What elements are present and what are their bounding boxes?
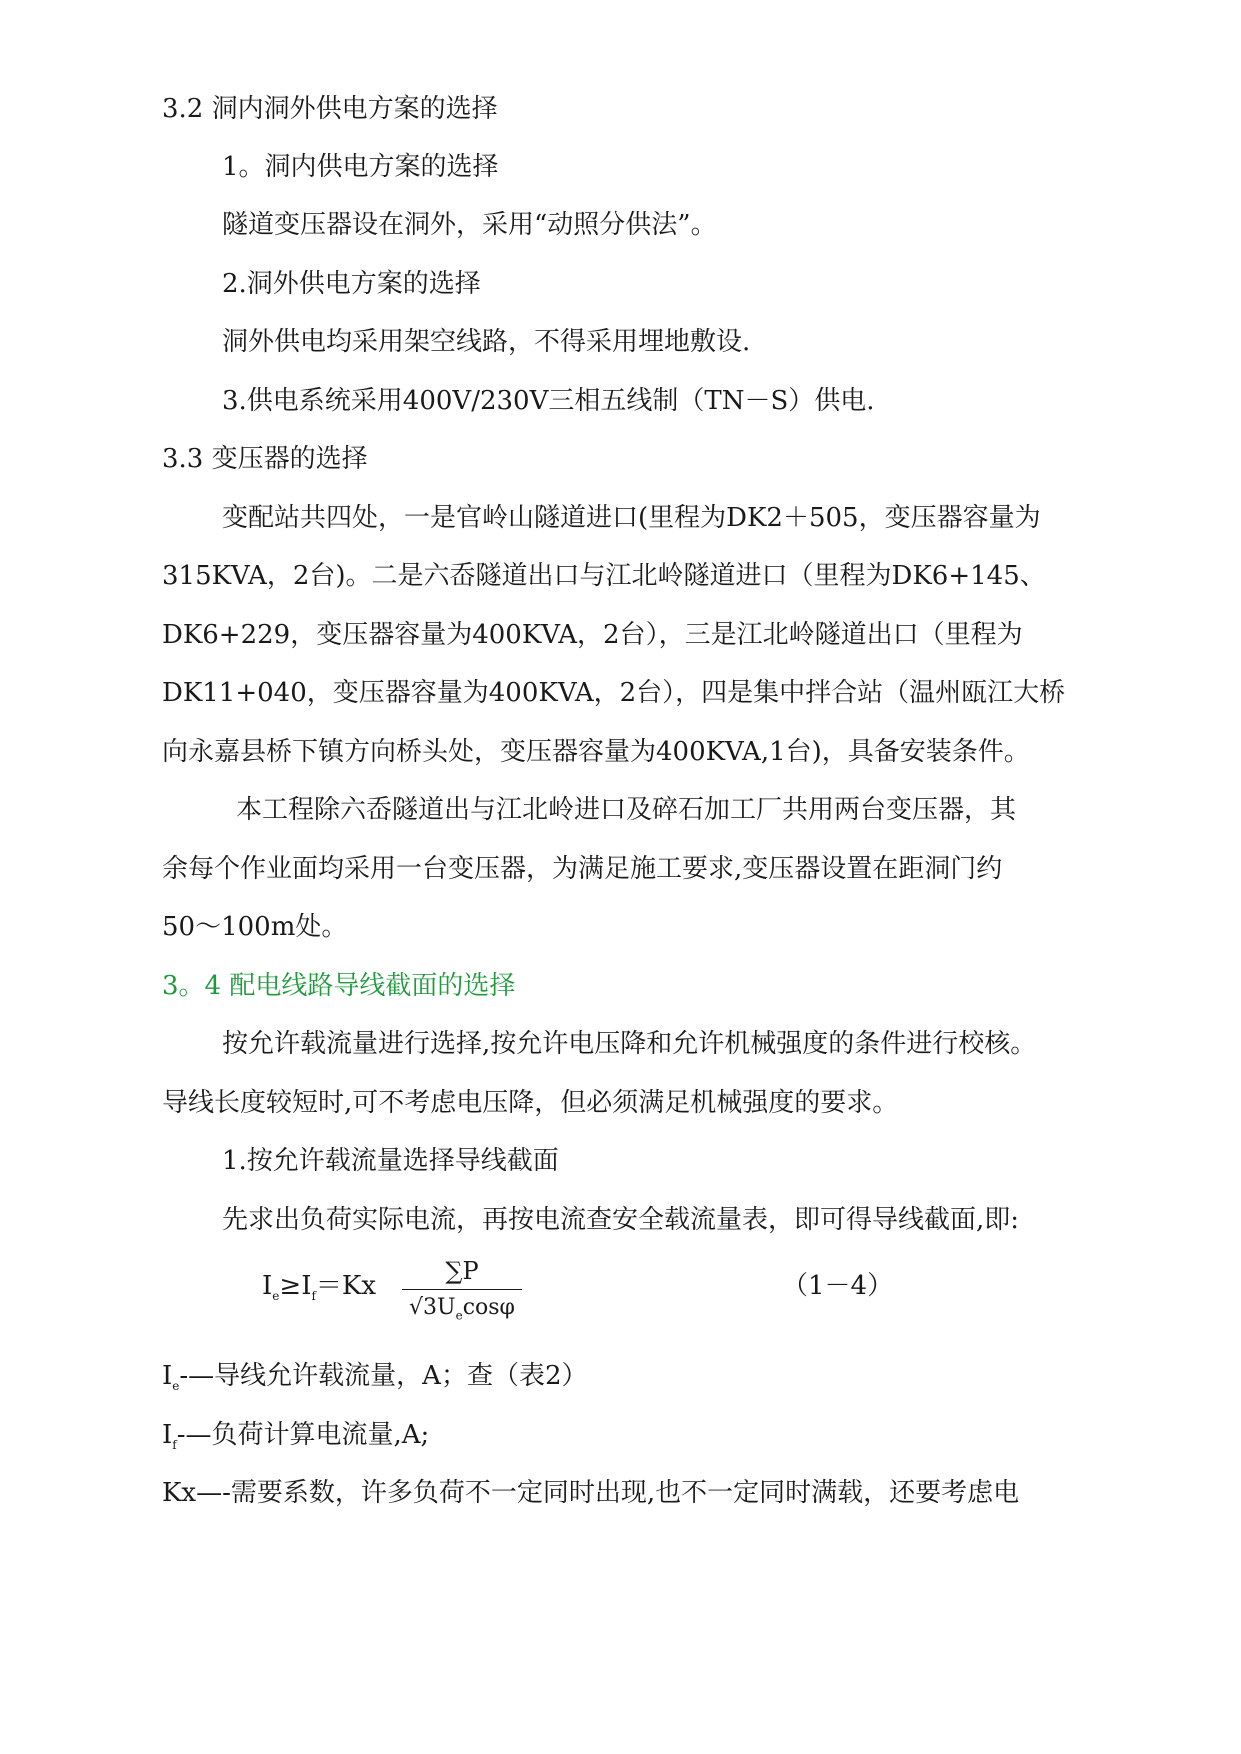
formula-1-4 bbox=[262, 1255, 962, 1335]
section-3-4-title: 3。4 配电线路导线截面的选择 bbox=[162, 971, 516, 1001]
paragraph-line: DK11+040，变压器容量为400KVA，2台），四是集中拌合站（温州瓯江大桥 bbox=[162, 678, 1066, 708]
formula-number: （1－4） bbox=[782, 1271, 894, 1301]
section-3-2-title: 3.2 洞内洞外供电方案的选择 bbox=[162, 94, 498, 124]
formula-lhs: $I_e\ge I_f=Kx$ bbox=[262, 1271, 377, 1304]
paragraph-line: 按允许载流量进行选择,按允许电压降和允许机械强度的条件进行校核。 bbox=[222, 1029, 1037, 1059]
definition-ie: $I_e-—$导线允许载流量，A；查（表2） bbox=[162, 1361, 588, 1394]
item-3-text: 3.供电系统采用400V/230V三相五线制（TN－S）供电. bbox=[222, 386, 875, 416]
item-1-heading: 1。洞内供电方案的选择 bbox=[222, 152, 499, 182]
formula-numerator: ∑P bbox=[445, 1257, 479, 1285]
paragraph-line: 本工程除六岙隧道出与江北岭进口及碎石加工厂共用两台变压器，其 bbox=[236, 795, 1017, 825]
paragraph-line: 50～100m处。 bbox=[162, 912, 348, 942]
item-1-heading-3-4: 1.按允许载流量选择导线截面 bbox=[222, 1146, 559, 1176]
item-2-text: 洞外供电均采用架空线路，不得采用埋地敷设. bbox=[222, 327, 751, 357]
paragraph-line: 导线长度较短时,可不考虑电压降，但必须满足机械强度的要求。 bbox=[162, 1088, 899, 1118]
section-3-3-title: 3.3 变压器的选择 bbox=[162, 444, 368, 474]
item-1-text-3-4: 先求出负荷实际电流，再按电流查安全载流量表，即可得导线截面,即: bbox=[222, 1205, 1020, 1235]
fraction-bar bbox=[402, 1289, 522, 1290]
item-1-text: 隧道变压器设在洞外，采用“动照分供法”。 bbox=[222, 210, 717, 240]
paragraph-line: 余每个作业面均采用一台变压器，为满足施工要求,变压器设置在距洞门约 bbox=[162, 854, 1003, 884]
paragraph-line: 变配站共四处，一是官岭山隧道进口(里程为DK2＋505，变压器容量为 bbox=[222, 503, 1041, 533]
definition-kx: Kx—-需要系数，许多负荷不一定同时出现,也不一定同时满载，还要考虑电 bbox=[162, 1478, 1020, 1508]
formula-denominator: $√3U_e\cos\varphi$ bbox=[409, 1295, 515, 1323]
formula-fraction bbox=[402, 1255, 522, 1324]
paragraph-line: 向永嘉县桥下镇方向桥头处，变压器容量为400KVA,1台)，具备安装条件。 bbox=[162, 737, 1030, 767]
item-2-heading: 2.洞外供电方案的选择 bbox=[222, 269, 481, 299]
paragraph-line: DK6+229，变压器容量为400KVA，2台），三是江北岭隧道出口（里程为 bbox=[162, 620, 1023, 650]
definition-if: $I_f-—$负荷计算电流量,A; bbox=[162, 1420, 430, 1453]
paragraph-line: 315KVA，2台)。二是六岙隧道出口与江北岭隧道进口（里程为DK6+145、 bbox=[162, 561, 1046, 591]
